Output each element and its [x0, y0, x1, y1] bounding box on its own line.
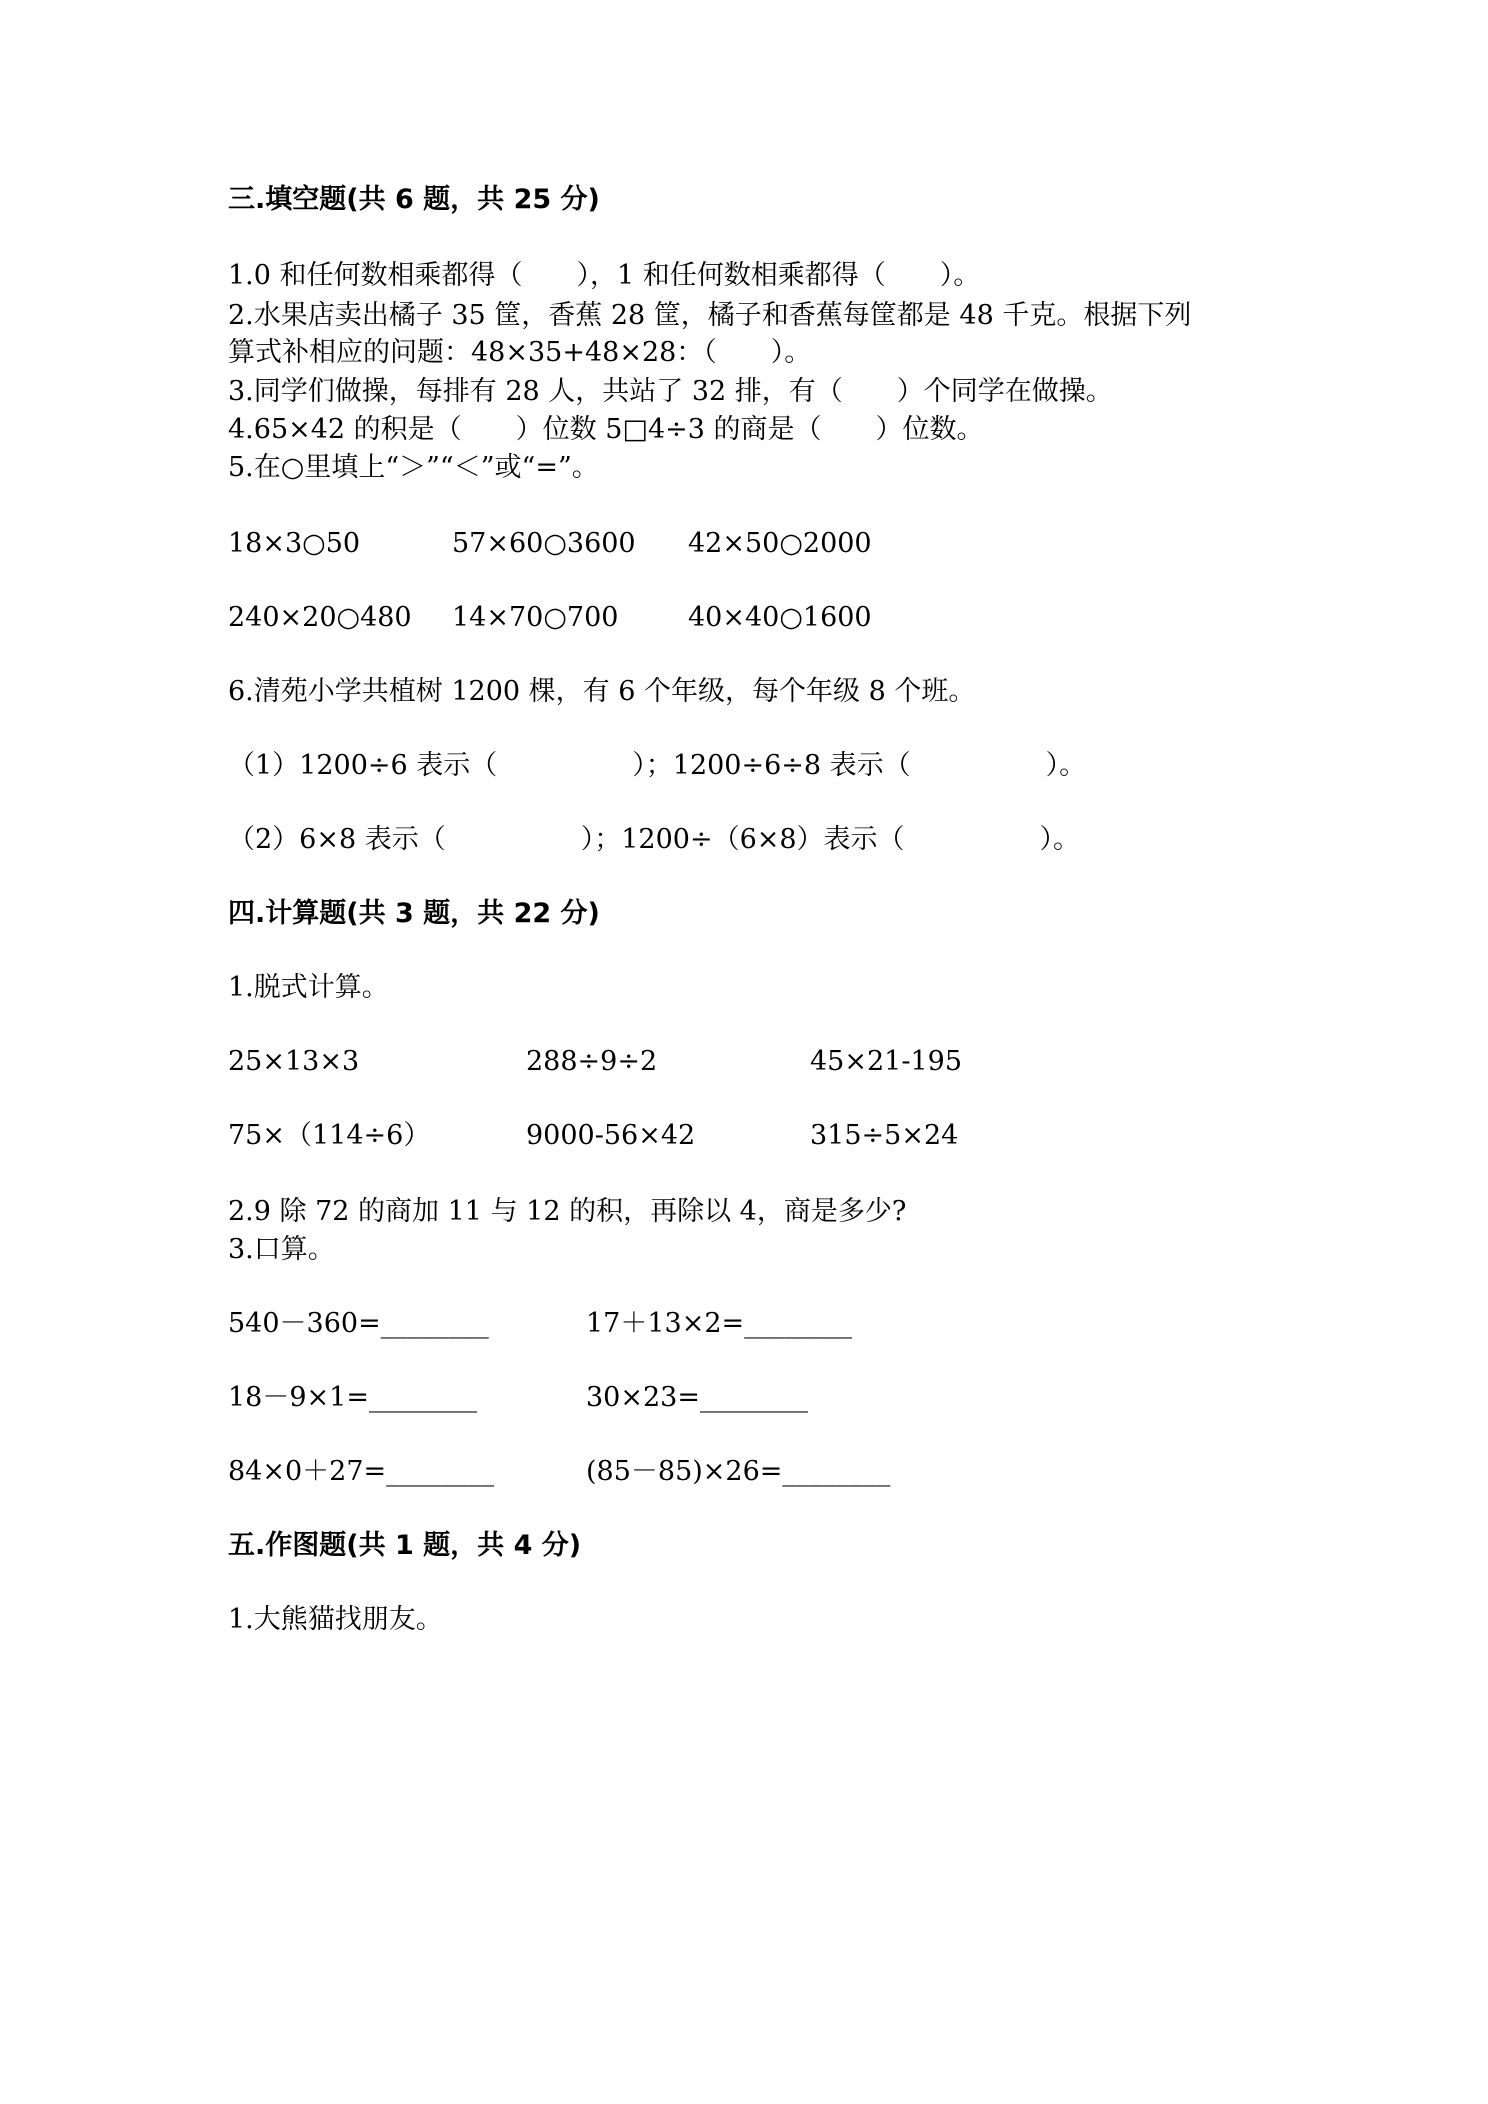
calc-item: 288÷9÷2 [526, 1046, 658, 1077]
compare-row-1 [0, 526, 1488, 562]
oral-row-2 [0, 1380, 1488, 1416]
calc-item: 75×（114÷6） [228, 1120, 431, 1151]
fill-question-3: 3.同学们做操，每排有 28 人，共站了 32 排，有（ ）个同学在做操。 [228, 376, 1113, 407]
compare-item: 42×50○2000 [688, 528, 872, 559]
oral-item: 30×23=________ [586, 1382, 808, 1413]
section-3-title: 三.填空题(共 6 题，共 25 分) [228, 184, 600, 215]
compare-item: 40×40○1600 [688, 602, 872, 633]
oral-item: 17＋13×2=________ [586, 1308, 853, 1339]
oral-item: 18－9×1=________ [228, 1382, 477, 1413]
calc-question-3: 3.口算。 [228, 1234, 335, 1265]
calc-item: 9000-56×42 [526, 1120, 696, 1151]
compare-item: 18×3○50 [228, 528, 361, 559]
fill-question-1: 1.0 和任何数相乘都得（ ），1 和任何数相乘都得（ ）。 [228, 260, 981, 291]
calc-row-1 [0, 1044, 1488, 1080]
calc-item: 315÷5×24 [810, 1120, 959, 1151]
oral-item: 84×0＋27=________ [228, 1456, 495, 1487]
fill-question-6: 6.清苑小学共植树 1200 棵，有 6 个年级，每个年级 8 个班。 [228, 676, 976, 707]
oral-row-1 [0, 1306, 1488, 1342]
section-5-title: 五.作图题(共 1 题，共 4 分) [228, 1530, 582, 1561]
oral-row-3 [0, 1454, 1488, 1490]
oral-item: 540－360=________ [228, 1308, 489, 1339]
section-4-title: 四.计算题(共 3 题，共 22 分) [228, 898, 600, 929]
fill-question-6-sub-1: （1）1200÷6 表示（ ）；1200÷6÷8 表示（ ）。 [228, 750, 1087, 781]
compare-item: 14×70○700 [452, 602, 619, 633]
compare-row-2 [0, 600, 1488, 636]
fill-question-2-line-1: 2.水果店卖出橘子 35 筐，香蕉 28 筐，橘子和香蕉每筐都是 48 千克。根据下列 [228, 300, 1192, 331]
calc-item: 25×13×3 [228, 1046, 360, 1077]
calc-question-2: 2.9 除 72 的商加 11 与 12 的积，再除以 4，商是多少? [228, 1196, 907, 1227]
compare-item: 240×20○480 [228, 602, 412, 633]
fill-question-5: 5.在○里填上“＞”“＜”或“=”。 [228, 452, 599, 483]
fill-question-2-line-2: 算式补相应的问题：48×35+48×28：（ ）。 [228, 337, 812, 368]
calc-item: 45×21-195 [810, 1046, 962, 1077]
fill-question-4: 4.65×42 的积是（ ）位数 5□4÷3 的商是（ ）位数。 [228, 414, 984, 445]
calc-row-2 [0, 1118, 1488, 1154]
calc-question-1: 1.脱式计算。 [228, 972, 389, 1003]
oral-item: (85－85)×26=________ [586, 1456, 891, 1487]
draw-question-1: 1.大熊猫找朋友。 [228, 1604, 443, 1635]
fill-question-6-sub-2: （2）6×8 表示（ ）；1200÷（6×8）表示（ ）。 [228, 824, 1081, 855]
compare-item: 57×60○3600 [452, 528, 636, 559]
